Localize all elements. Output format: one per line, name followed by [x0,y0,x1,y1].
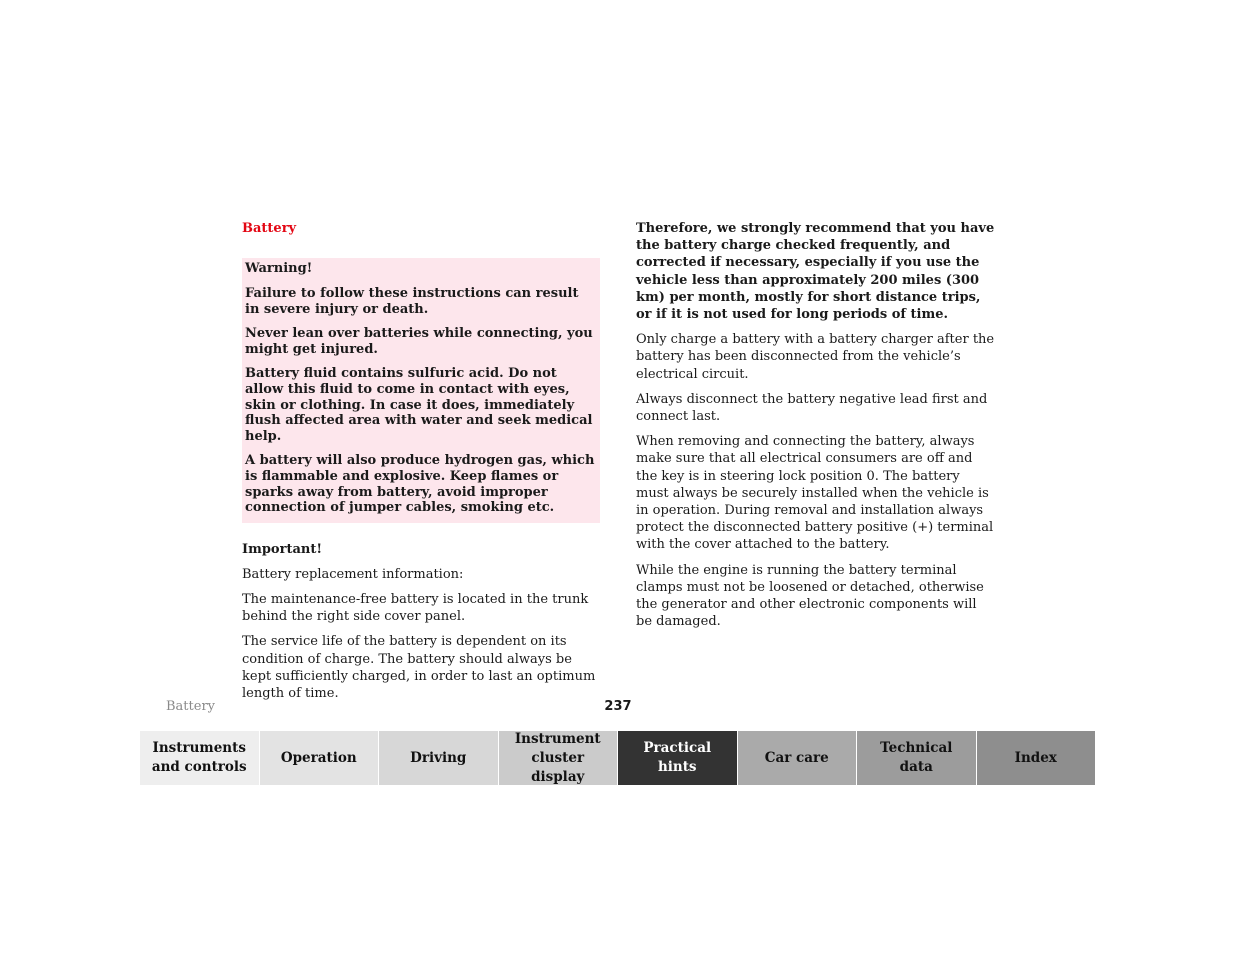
body-paragraph: The maintenance-free battery is located in the trunk behind the right side cover panel. [242,591,589,625]
body-paragraph: While the engine is running the battery terminal clamps must not be loosened or detached, otherwise the generator and other electronic components will be damaged. [636,562,984,630]
tab-index[interactable] [977,731,1096,785]
recommendation-paragraph: Therefore, we strongly recommend that you have the battery charge checked frequently, and corrected if necessary, especially if you use the vehicle less than approximately 200 miles (300 km) per month, mostly for short distance trips, or if it is not used for long periods of time. [636,221,995,323]
tab-label: and controls [151,759,247,775]
footer-section-label: Battery [166,699,216,714]
tab-instrument-cluster-display[interactable] [499,731,619,785]
section-title: Battery [242,221,297,236]
tab-label: Instruments [152,740,246,756]
tab-label: Operation [280,749,357,766]
tab-instruments-and-controls[interactable] [140,731,260,785]
tab-label: Car care [764,749,829,766]
left-column [242,220,600,710]
tab-label: Instrument [514,730,601,747]
tab-driving[interactable] [379,731,499,785]
right-column [636,220,996,638]
body-paragraph: Battery replacement information: [242,566,464,582]
tab-technical-data[interactable] [857,731,977,785]
body-paragraph: When removing and connecting the battery, always make sure that all electrical consumers are off and the key is in steering lock position 0. The battery must always be securely installed when the vehicle is in operation. During removal and installation always protect the disconnected battery positive (+) terminal with the cover attached to the battery. [636,434,994,553]
body-paragraph: Always disconnect the battery negative lead first and connect last. [636,391,988,425]
tab-label: Technical [880,740,953,756]
tab-label: Practical hints [643,740,712,775]
tab-operation[interactable] [260,731,380,785]
tab-practical-hints[interactable] [618,731,738,785]
tab-label: Driving [410,749,467,766]
important-heading: Important! [242,541,323,557]
page-number: 237 [604,699,632,714]
warning-paragraph: Failure to follow these instructions can result in severe injury or death. [245,286,579,317]
tab-label: cluster display [531,749,585,785]
tab-label: Index [1014,749,1057,766]
warning-heading: Warning! [245,261,313,276]
warning-paragraph: Never lean over batteries while connecting, you might get injured. [245,326,593,357]
body-paragraph: Only charge a battery with a battery charger after the battery has been disconnected from the vehicle’s electrical circuit. [636,332,995,382]
tab-label: data [899,759,933,775]
warning-box [242,258,600,523]
chapter-nav-tabs [140,731,1095,785]
warning-paragraph: A battery will also produce hydrogen gas, which is flammable and explosive. Keep flames or sparks away from battery, avoid improper connection of jumper cables, smoking etc. [245,453,595,516]
tab-car-care[interactable] [738,731,858,785]
body-paragraph: The service life of the battery is dependent on its condition of charge. The battery should always be kept sufficiently charged, in order to last an optimum length of time. [242,634,596,701]
warning-paragraph: Battery fluid contains sulfuric acid. Do not allow this fluid to come in contact with eyes, skin or clothing. In case it does, immediately flush affected area with water and seek medical help. [245,366,593,444]
